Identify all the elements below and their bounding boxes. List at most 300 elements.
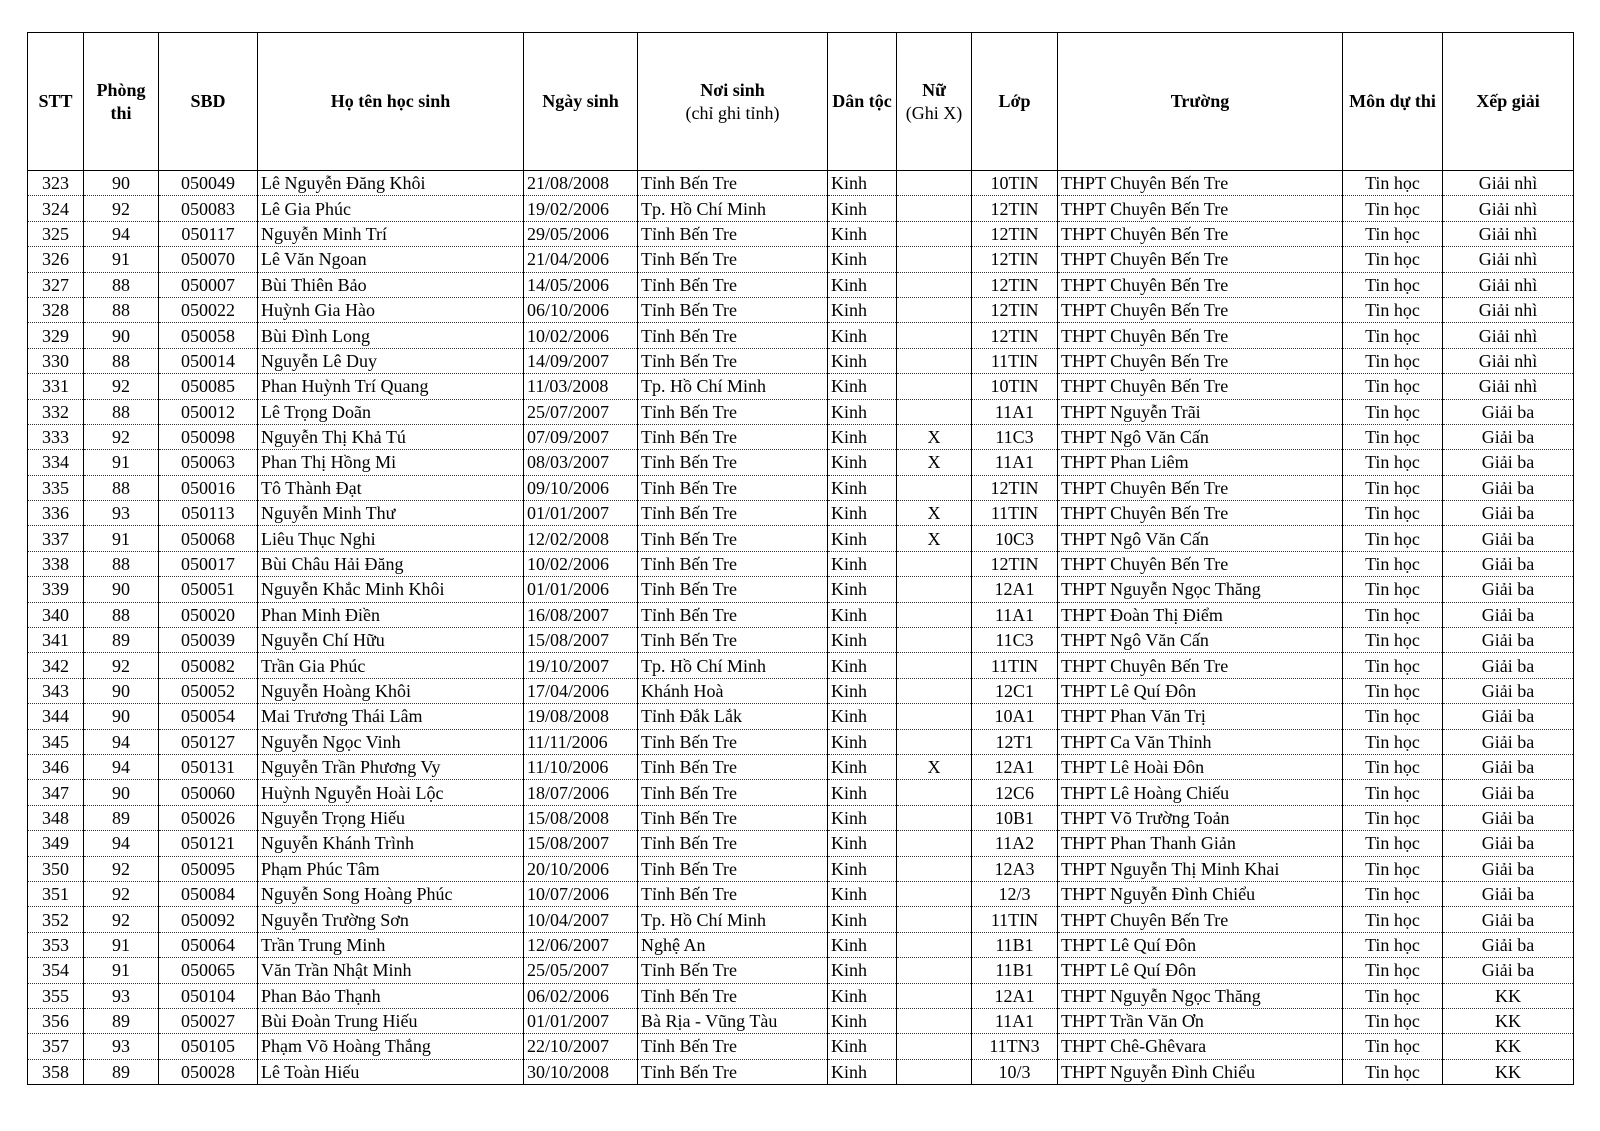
cell-xep-giai: Giải nhì [1443, 221, 1574, 246]
cell-lop: 12TIN [972, 297, 1058, 322]
cell-nu [897, 577, 972, 602]
cell-dan-toc: Kinh [828, 805, 897, 830]
cell-ho-ten: Trần Gia Phúc [258, 653, 524, 678]
cell-nu [897, 171, 972, 196]
cell-truong: THPT Chuyên Bến Tre [1058, 247, 1343, 272]
cell-lop: 10TIN [972, 171, 1058, 196]
cell-stt: 326 [28, 247, 84, 272]
cell-lop: 11TIN [972, 348, 1058, 373]
cell-mon-du-thi: Tin học [1343, 754, 1443, 779]
cell-mon-du-thi: Tin học [1343, 450, 1443, 475]
cell-noi-sinh: Khánh Hoà [638, 678, 828, 703]
header-noi-sinh-label: Nơi sinh [700, 79, 765, 100]
cell-ngay-sinh: 10/07/2006 [524, 881, 638, 906]
cell-xep-giai: Giải nhì [1443, 374, 1574, 399]
cell-stt: 357 [28, 1034, 84, 1059]
cell-lop: 12C6 [972, 780, 1058, 805]
cell-phong-thi: 94 [84, 221, 159, 246]
cell-lop: 12A1 [972, 983, 1058, 1008]
cell-noi-sinh: Nghệ An [638, 932, 828, 957]
cell-mon-du-thi: Tin học [1343, 602, 1443, 627]
cell-ho-ten: Nguyễn Khánh Trình [258, 831, 524, 856]
cell-phong-thi: 92 [84, 424, 159, 449]
cell-stt: 334 [28, 450, 84, 475]
cell-sbd: 050049 [159, 171, 258, 196]
cell-ho-ten: Nguyễn Trường Sơn [258, 907, 524, 932]
header-nu [897, 33, 972, 171]
cell-sbd: 050016 [159, 475, 258, 500]
cell-phong-thi: 89 [84, 1059, 159, 1084]
cell-nu [897, 831, 972, 856]
cell-lop: 12TIN [972, 221, 1058, 246]
cell-noi-sinh: Tỉnh Bến Tre [638, 628, 828, 653]
cell-nu [897, 1008, 972, 1033]
cell-sbd: 050083 [159, 196, 258, 221]
table-row [28, 856, 1574, 881]
cell-truong: THPT Chuyên Bến Tre [1058, 475, 1343, 500]
cell-nu: X [897, 501, 972, 526]
cell-phong-thi: 88 [84, 348, 159, 373]
cell-nu [897, 983, 972, 1008]
cell-lop: 11TN3 [972, 1034, 1058, 1059]
cell-sbd: 050121 [159, 831, 258, 856]
cell-sbd: 050027 [159, 1008, 258, 1033]
cell-ho-ten: Nguyễn Song Hoàng Phúc [258, 881, 524, 906]
cell-truong: THPT Ngô Văn Cấn [1058, 424, 1343, 449]
cell-stt: 344 [28, 704, 84, 729]
cell-sbd: 050064 [159, 932, 258, 957]
cell-phong-thi: 92 [84, 374, 159, 399]
cell-nu [897, 221, 972, 246]
table-row [28, 526, 1574, 551]
cell-lop: 12TIN [972, 247, 1058, 272]
cell-dan-toc: Kinh [828, 780, 897, 805]
table-row [28, 171, 1574, 196]
cell-noi-sinh: Tỉnh Bến Tre [638, 881, 828, 906]
cell-xep-giai: Giải ba [1443, 704, 1574, 729]
cell-xep-giai: Giải ba [1443, 450, 1574, 475]
cell-xep-giai: Giải ba [1443, 678, 1574, 703]
cell-ho-ten: Liêu Thục Nghi [258, 526, 524, 551]
cell-stt: 324 [28, 196, 84, 221]
cell-ho-ten: Lê Trọng Doãn [258, 399, 524, 424]
cell-sbd: 050054 [159, 704, 258, 729]
cell-nu [897, 602, 972, 627]
cell-xep-giai: Giải ba [1443, 805, 1574, 830]
cell-nu [897, 729, 972, 754]
cell-noi-sinh: Tỉnh Bến Tre [638, 805, 828, 830]
cell-dan-toc: Kinh [828, 704, 897, 729]
table-row [28, 450, 1574, 475]
cell-phong-thi: 92 [84, 881, 159, 906]
cell-ho-ten: Phan Thị Hồng Mi [258, 450, 524, 475]
cell-lop: 11B1 [972, 958, 1058, 983]
cell-truong: THPT Ngô Văn Cấn [1058, 628, 1343, 653]
cell-dan-toc: Kinh [828, 678, 897, 703]
cell-truong: THPT Chê-Ghêvara [1058, 1034, 1343, 1059]
cell-noi-sinh: Tp. Hồ Chí Minh [638, 196, 828, 221]
cell-ngay-sinh: 11/03/2008 [524, 374, 638, 399]
cell-ngay-sinh: 30/10/2008 [524, 1059, 638, 1084]
cell-nu [897, 881, 972, 906]
cell-ho-ten: Lê Văn Ngoan [258, 247, 524, 272]
cell-mon-du-thi: Tin học [1343, 831, 1443, 856]
cell-ho-ten: Lê Toàn Hiếu [258, 1059, 524, 1084]
cell-truong: THPT Lê Quí Đôn [1058, 958, 1343, 983]
table-row [28, 399, 1574, 424]
cell-ho-ten: Tô Thành Đạt [258, 475, 524, 500]
cell-stt: 349 [28, 831, 84, 856]
cell-truong: THPT Chuyên Bến Tre [1058, 653, 1343, 678]
cell-phong-thi: 89 [84, 805, 159, 830]
table-row [28, 348, 1574, 373]
cell-ho-ten: Nguyễn Hoàng Khôi [258, 678, 524, 703]
cell-stt: 348 [28, 805, 84, 830]
table-row [28, 881, 1574, 906]
header-noi-sinh [638, 33, 828, 171]
cell-dan-toc: Kinh [828, 450, 897, 475]
cell-stt: 335 [28, 475, 84, 500]
cell-sbd: 050007 [159, 272, 258, 297]
cell-ho-ten: Nguyễn Minh Thư [258, 501, 524, 526]
cell-lop: 11A1 [972, 1008, 1058, 1033]
cell-xep-giai: Giải ba [1443, 577, 1574, 602]
cell-dan-toc: Kinh [828, 297, 897, 322]
cell-dan-toc: Kinh [828, 526, 897, 551]
cell-phong-thi: 92 [84, 196, 159, 221]
cell-sbd: 050065 [159, 958, 258, 983]
cell-sbd: 050082 [159, 653, 258, 678]
table-row [28, 323, 1574, 348]
cell-phong-thi: 90 [84, 171, 159, 196]
cell-stt: 355 [28, 983, 84, 1008]
cell-sbd: 050012 [159, 399, 258, 424]
header-mon-du-thi: Môn dự thi [1343, 33, 1443, 171]
cell-ho-ten: Nguyễn Thị Khả Tú [258, 424, 524, 449]
cell-sbd: 050017 [159, 551, 258, 576]
cell-stt: 332 [28, 399, 84, 424]
cell-noi-sinh: Tỉnh Bến Tre [638, 577, 828, 602]
cell-noi-sinh: Tỉnh Bến Tre [638, 551, 828, 576]
cell-xep-giai: KK [1443, 1008, 1574, 1033]
cell-noi-sinh: Tỉnh Bến Tre [638, 450, 828, 475]
cell-dan-toc: Kinh [828, 602, 897, 627]
cell-sbd: 050092 [159, 907, 258, 932]
cell-truong: THPT Võ Trường Toản [1058, 805, 1343, 830]
cell-xep-giai: Giải ba [1443, 501, 1574, 526]
cell-truong: THPT Nguyễn Đình Chiểu [1058, 1059, 1343, 1084]
cell-ho-ten: Nguyễn Minh Trí [258, 221, 524, 246]
cell-ngay-sinh: 18/07/2006 [524, 780, 638, 805]
cell-ngay-sinh: 19/08/2008 [524, 704, 638, 729]
table-row [28, 983, 1574, 1008]
cell-truong: THPT Ca Văn Thỉnh [1058, 729, 1343, 754]
cell-dan-toc: Kinh [828, 729, 897, 754]
table-row [28, 475, 1574, 500]
cell-ngay-sinh: 12/02/2008 [524, 526, 638, 551]
cell-mon-du-thi: Tin học [1343, 958, 1443, 983]
cell-nu [897, 1059, 972, 1084]
cell-sbd: 050022 [159, 297, 258, 322]
cell-noi-sinh: Tỉnh Bến Tre [638, 297, 828, 322]
cell-noi-sinh: Tỉnh Bến Tre [638, 1034, 828, 1059]
cell-sbd: 050104 [159, 983, 258, 1008]
cell-nu [897, 704, 972, 729]
cell-dan-toc: Kinh [828, 754, 897, 779]
cell-ngay-sinh: 21/08/2008 [524, 171, 638, 196]
cell-truong: THPT Chuyên Bến Tre [1058, 348, 1343, 373]
cell-xep-giai: Giải ba [1443, 881, 1574, 906]
table-row [28, 907, 1574, 932]
cell-nu: X [897, 424, 972, 449]
cell-xep-giai: Giải ba [1443, 551, 1574, 576]
cell-truong: THPT Nguyễn Ngọc Thăng [1058, 577, 1343, 602]
cell-noi-sinh: Tỉnh Bến Tre [638, 323, 828, 348]
cell-truong: THPT Chuyên Bến Tre [1058, 171, 1343, 196]
table-row [28, 678, 1574, 703]
cell-lop: 12C1 [972, 678, 1058, 703]
cell-mon-du-thi: Tin học [1343, 983, 1443, 1008]
cell-sbd: 050070 [159, 247, 258, 272]
cell-mon-du-thi: Tin học [1343, 1034, 1443, 1059]
cell-xep-giai: Giải nhì [1443, 323, 1574, 348]
cell-nu [897, 374, 972, 399]
cell-lop: 11C3 [972, 424, 1058, 449]
table-row [28, 374, 1574, 399]
cell-lop: 11A1 [972, 399, 1058, 424]
cell-stt: 341 [28, 628, 84, 653]
cell-lop: 11A1 [972, 450, 1058, 475]
cell-ngay-sinh: 20/10/2006 [524, 856, 638, 881]
cell-truong: THPT Ngô Văn Cấn [1058, 526, 1343, 551]
cell-dan-toc: Kinh [828, 907, 897, 932]
cell-stt: 350 [28, 856, 84, 881]
cell-ngay-sinh: 08/03/2007 [524, 450, 638, 475]
cell-phong-thi: 90 [84, 780, 159, 805]
cell-truong: THPT Chuyên Bến Tre [1058, 501, 1343, 526]
cell-mon-du-thi: Tin học [1343, 729, 1443, 754]
cell-mon-du-thi: Tin học [1343, 780, 1443, 805]
cell-noi-sinh: Tỉnh Bến Tre [638, 526, 828, 551]
cell-xep-giai: Giải ba [1443, 602, 1574, 627]
cell-dan-toc: Kinh [828, 196, 897, 221]
cell-sbd: 050127 [159, 729, 258, 754]
cell-xep-giai: Giải nhì [1443, 297, 1574, 322]
cell-dan-toc: Kinh [828, 831, 897, 856]
cell-phong-thi: 90 [84, 577, 159, 602]
cell-ngay-sinh: 11/10/2006 [524, 754, 638, 779]
cell-ngay-sinh: 14/05/2006 [524, 272, 638, 297]
cell-lop: 12A1 [972, 577, 1058, 602]
cell-stt: 330 [28, 348, 84, 373]
cell-sbd: 050117 [159, 221, 258, 246]
cell-ho-ten: Bùi Châu Hải Đăng [258, 551, 524, 576]
cell-nu [897, 653, 972, 678]
cell-dan-toc: Kinh [828, 881, 897, 906]
cell-ngay-sinh: 06/10/2006 [524, 297, 638, 322]
cell-noi-sinh: Tỉnh Bến Tre [638, 729, 828, 754]
table-header [28, 33, 1574, 171]
cell-truong: THPT Chuyên Bến Tre [1058, 551, 1343, 576]
cell-xep-giai: Giải ba [1443, 754, 1574, 779]
cell-ho-ten: Nguyễn Lê Duy [258, 348, 524, 373]
cell-phong-thi: 94 [84, 831, 159, 856]
table-row [28, 221, 1574, 246]
cell-nu [897, 932, 972, 957]
cell-ho-ten: Phạm Võ Hoàng Thắng [258, 1034, 524, 1059]
cell-nu [897, 958, 972, 983]
cell-mon-du-thi: Tin học [1343, 907, 1443, 932]
cell-sbd: 050095 [159, 856, 258, 881]
cell-lop: 11C3 [972, 628, 1058, 653]
table-row [28, 577, 1574, 602]
cell-sbd: 050028 [159, 1059, 258, 1084]
cell-mon-du-thi: Tin học [1343, 399, 1443, 424]
cell-truong: THPT Đoàn Thị Điểm [1058, 602, 1343, 627]
cell-noi-sinh: Tỉnh Bến Tre [638, 1059, 828, 1084]
cell-sbd: 050131 [159, 754, 258, 779]
cell-dan-toc: Kinh [828, 374, 897, 399]
cell-lop: 10A1 [972, 704, 1058, 729]
cell-ngay-sinh: 11/11/2006 [524, 729, 638, 754]
cell-sbd: 050085 [159, 374, 258, 399]
cell-mon-du-thi: Tin học [1343, 628, 1443, 653]
cell-xep-giai: Giải ba [1443, 399, 1574, 424]
cell-stt: 352 [28, 907, 84, 932]
cell-stt: 346 [28, 754, 84, 779]
cell-noi-sinh: Tỉnh Bến Tre [638, 247, 828, 272]
cell-noi-sinh: Tỉnh Bến Tre [638, 501, 828, 526]
cell-ho-ten: Huỳnh Gia Hào [258, 297, 524, 322]
cell-nu [897, 475, 972, 500]
cell-phong-thi: 92 [84, 653, 159, 678]
cell-lop: 10C3 [972, 526, 1058, 551]
cell-mon-du-thi: Tin học [1343, 272, 1443, 297]
cell-sbd: 050068 [159, 526, 258, 551]
cell-ngay-sinh: 25/05/2007 [524, 958, 638, 983]
cell-dan-toc: Kinh [828, 628, 897, 653]
cell-stt: 327 [28, 272, 84, 297]
cell-noi-sinh: Tỉnh Bến Tre [638, 780, 828, 805]
cell-truong: THPT Phan Liêm [1058, 450, 1343, 475]
cell-lop: 12TIN [972, 323, 1058, 348]
cell-xep-giai: Giải ba [1443, 424, 1574, 449]
cell-truong: THPT Chuyên Bến Tre [1058, 323, 1343, 348]
cell-noi-sinh: Tỉnh Bến Tre [638, 399, 828, 424]
cell-stt: 340 [28, 602, 84, 627]
cell-lop: 10B1 [972, 805, 1058, 830]
cell-dan-toc: Kinh [828, 653, 897, 678]
table-row [28, 729, 1574, 754]
cell-truong: THPT Nguyễn Đình Chiểu [1058, 881, 1343, 906]
cell-mon-du-thi: Tin học [1343, 374, 1443, 399]
table-row [28, 551, 1574, 576]
cell-dan-toc: Kinh [828, 983, 897, 1008]
cell-phong-thi: 91 [84, 526, 159, 551]
cell-sbd: 050113 [159, 501, 258, 526]
cell-phong-thi: 92 [84, 856, 159, 881]
cell-phong-thi: 94 [84, 754, 159, 779]
cell-phong-thi: 90 [84, 323, 159, 348]
cell-ho-ten: Nguyễn Ngọc Vinh [258, 729, 524, 754]
cell-nu [897, 272, 972, 297]
cell-ho-ten: Bùi Đình Long [258, 323, 524, 348]
cell-stt: 339 [28, 577, 84, 602]
cell-nu [897, 805, 972, 830]
table-row [28, 831, 1574, 856]
cell-ho-ten: Nguyễn Trọng Hiếu [258, 805, 524, 830]
cell-phong-thi: 89 [84, 1008, 159, 1033]
cell-stt: 354 [28, 958, 84, 983]
cell-xep-giai: Giải nhì [1443, 171, 1574, 196]
cell-mon-du-thi: Tin học [1343, 678, 1443, 703]
cell-stt: 338 [28, 551, 84, 576]
cell-ho-ten: Phan Minh Điền [258, 602, 524, 627]
table-row [28, 424, 1574, 449]
cell-truong: THPT Nguyễn Ngọc Thăng [1058, 983, 1343, 1008]
cell-dan-toc: Kinh [828, 958, 897, 983]
cell-dan-toc: Kinh [828, 247, 897, 272]
cell-nu [897, 1034, 972, 1059]
cell-lop: 12A1 [972, 754, 1058, 779]
cell-phong-thi: 94 [84, 729, 159, 754]
cell-lop: 10TIN [972, 374, 1058, 399]
cell-ho-ten: Trần Trung Minh [258, 932, 524, 957]
table-body [28, 171, 1574, 1085]
table-row [28, 932, 1574, 957]
cell-mon-du-thi: Tin học [1343, 348, 1443, 373]
cell-lop: 11B1 [972, 932, 1058, 957]
cell-dan-toc: Kinh [828, 577, 897, 602]
cell-ho-ten: Lê Nguyễn Đăng Khôi [258, 171, 524, 196]
cell-dan-toc: Kinh [828, 1034, 897, 1059]
cell-xep-giai: Giải ba [1443, 653, 1574, 678]
cell-phong-thi: 91 [84, 932, 159, 957]
cell-sbd: 050063 [159, 450, 258, 475]
cell-truong: THPT Chuyên Bến Tre [1058, 374, 1343, 399]
cell-phong-thi: 88 [84, 399, 159, 424]
cell-mon-du-thi: Tin học [1343, 171, 1443, 196]
cell-lop: 11TIN [972, 907, 1058, 932]
cell-noi-sinh: Tỉnh Bến Tre [638, 958, 828, 983]
cell-ngay-sinh: 22/10/2007 [524, 1034, 638, 1059]
cell-mon-du-thi: Tin học [1343, 704, 1443, 729]
cell-mon-du-thi: Tin học [1343, 881, 1443, 906]
cell-lop: 12/3 [972, 881, 1058, 906]
cell-phong-thi: 88 [84, 551, 159, 576]
cell-stt: 336 [28, 501, 84, 526]
cell-ho-ten: Huỳnh Nguyễn Hoài Lộc [258, 780, 524, 805]
cell-mon-du-thi: Tin học [1343, 856, 1443, 881]
cell-phong-thi: 91 [84, 450, 159, 475]
header-phong-thi: Phòng thi [84, 33, 159, 171]
cell-sbd: 050058 [159, 323, 258, 348]
cell-phong-thi: 88 [84, 272, 159, 297]
table-row [28, 805, 1574, 830]
cell-ngay-sinh: 10/04/2007 [524, 907, 638, 932]
cell-ho-ten: Phạm Phúc Tâm [258, 856, 524, 881]
cell-lop: 12TIN [972, 551, 1058, 576]
header-nu-label: Nữ [922, 79, 946, 100]
table-row [28, 196, 1574, 221]
cell-phong-thi: 88 [84, 475, 159, 500]
cell-stt: 358 [28, 1059, 84, 1084]
cell-noi-sinh: Tỉnh Bến Tre [638, 831, 828, 856]
cell-dan-toc: Kinh [828, 323, 897, 348]
cell-xep-giai: Giải nhì [1443, 272, 1574, 297]
cell-lop: 11A2 [972, 831, 1058, 856]
cell-truong: THPT Chuyên Bến Tre [1058, 196, 1343, 221]
